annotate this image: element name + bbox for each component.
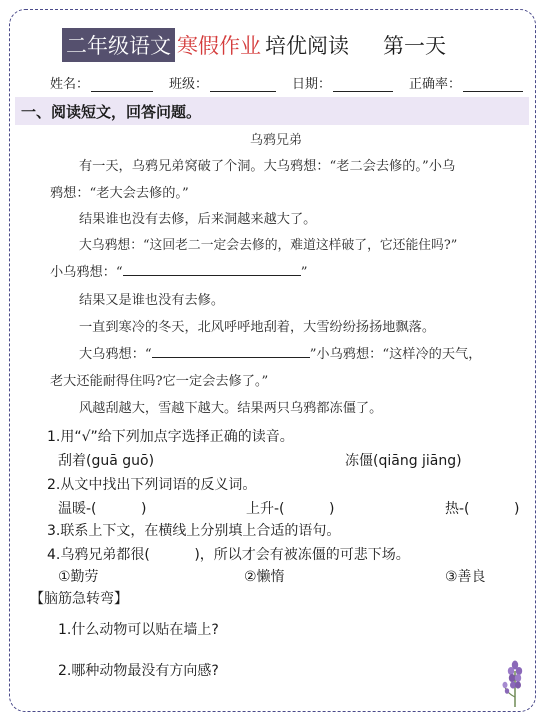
- name-label: 姓名：: [50, 77, 90, 92]
- student-info-row: [50, 73, 523, 92]
- title-grade: 二年级语文: [62, 28, 175, 62]
- passage-line: 风越刮越大，雪越下越大。结果两只乌鸦都冻僵了。: [79, 401, 383, 416]
- question-4-option-1[interactable]: ①勤劳: [58, 569, 99, 585]
- question-2-item-a[interactable]: 温暖-( ): [58, 501, 147, 517]
- class-label: 班级：: [169, 77, 209, 92]
- question-1-option-a[interactable]: 刮着(guā guō): [58, 453, 155, 469]
- question-1-option-b[interactable]: 冻僵(qiāng jiāng): [345, 453, 462, 469]
- question-2: 2.从文中找出下列词语的反义词。: [47, 477, 257, 493]
- fill-blank-2[interactable]: [152, 344, 310, 358]
- question-2-item-b[interactable]: 上升-( ): [246, 501, 335, 517]
- passage-title: 乌鸦兄弟: [249, 133, 302, 148]
- accuracy-label: 正确率：: [409, 77, 462, 92]
- passage-line: 结果谁也没有去修，后来洞越来越大了。: [79, 212, 317, 227]
- passage-text: ”: [300, 265, 308, 280]
- question-1: 1.用“√”给下列加点字选择正确的读音。: [47, 429, 294, 445]
- question-2-item-c[interactable]: 热-( ): [445, 501, 520, 517]
- passage-line: 大乌鸦想：“这回老二一定会去修的，难道这样破了，它还能住吗?”: [79, 238, 458, 253]
- lavender-icon: [497, 657, 533, 713]
- date-field[interactable]: [333, 77, 393, 92]
- question-3: 3.联系上下文，在横线上分别填上合适的语句。: [47, 523, 341, 539]
- question-4-option-2[interactable]: ②懒惰: [244, 569, 285, 585]
- passage-text: 大乌鸦想：“: [79, 347, 152, 362]
- passage-line: 鸦想：“老大会去修的。”: [50, 186, 189, 201]
- question-4: 4.乌鸦兄弟都很( )，所以才会有被冻僵的可悲下场。: [47, 547, 410, 563]
- passage-line: 有一天，乌鸦兄弟窝破了个洞。大乌鸦想：“老二会去修的。”小乌: [79, 159, 456, 174]
- passage-line: 老大还能耐得住吗?它一定会去修了。”: [50, 374, 269, 389]
- name-field[interactable]: [91, 77, 153, 92]
- date-label: 日期：: [292, 77, 332, 92]
- title-reading: 培优阅读: [265, 34, 349, 58]
- title-day: 第一天: [383, 34, 446, 58]
- passage-line: 一直到寒冷的冬天，北风呼呼地刮着，大雪纷纷扬扬地飘落。: [79, 320, 436, 335]
- passage-text: 小乌鸦想：“: [50, 265, 123, 280]
- passage-line-with-blank: [79, 343, 481, 362]
- passage-line-with-blank: [50, 261, 307, 280]
- class-field[interactable]: [210, 77, 276, 92]
- fill-blank-1[interactable]: [123, 262, 301, 276]
- page-title: [62, 28, 446, 62]
- passage-text: ”小乌鸦想：“这样冷的天气，: [309, 347, 482, 362]
- section-heading: 一、阅读短文，回答问题。: [15, 97, 529, 125]
- accuracy-field[interactable]: [463, 77, 523, 92]
- brain-teaser-2: 2.哪种动物最没有方向感?: [58, 663, 219, 679]
- passage-line: 结果又是谁也没有去修。: [79, 293, 225, 308]
- brain-teaser-1: 1.什么动物可以贴在墙上?: [58, 622, 219, 638]
- question-4-option-3[interactable]: ③善良: [445, 569, 486, 585]
- title-winter-homework: 寒假作业: [177, 34, 261, 58]
- brain-teaser-heading: 【脑筋急转弯】: [30, 591, 128, 607]
